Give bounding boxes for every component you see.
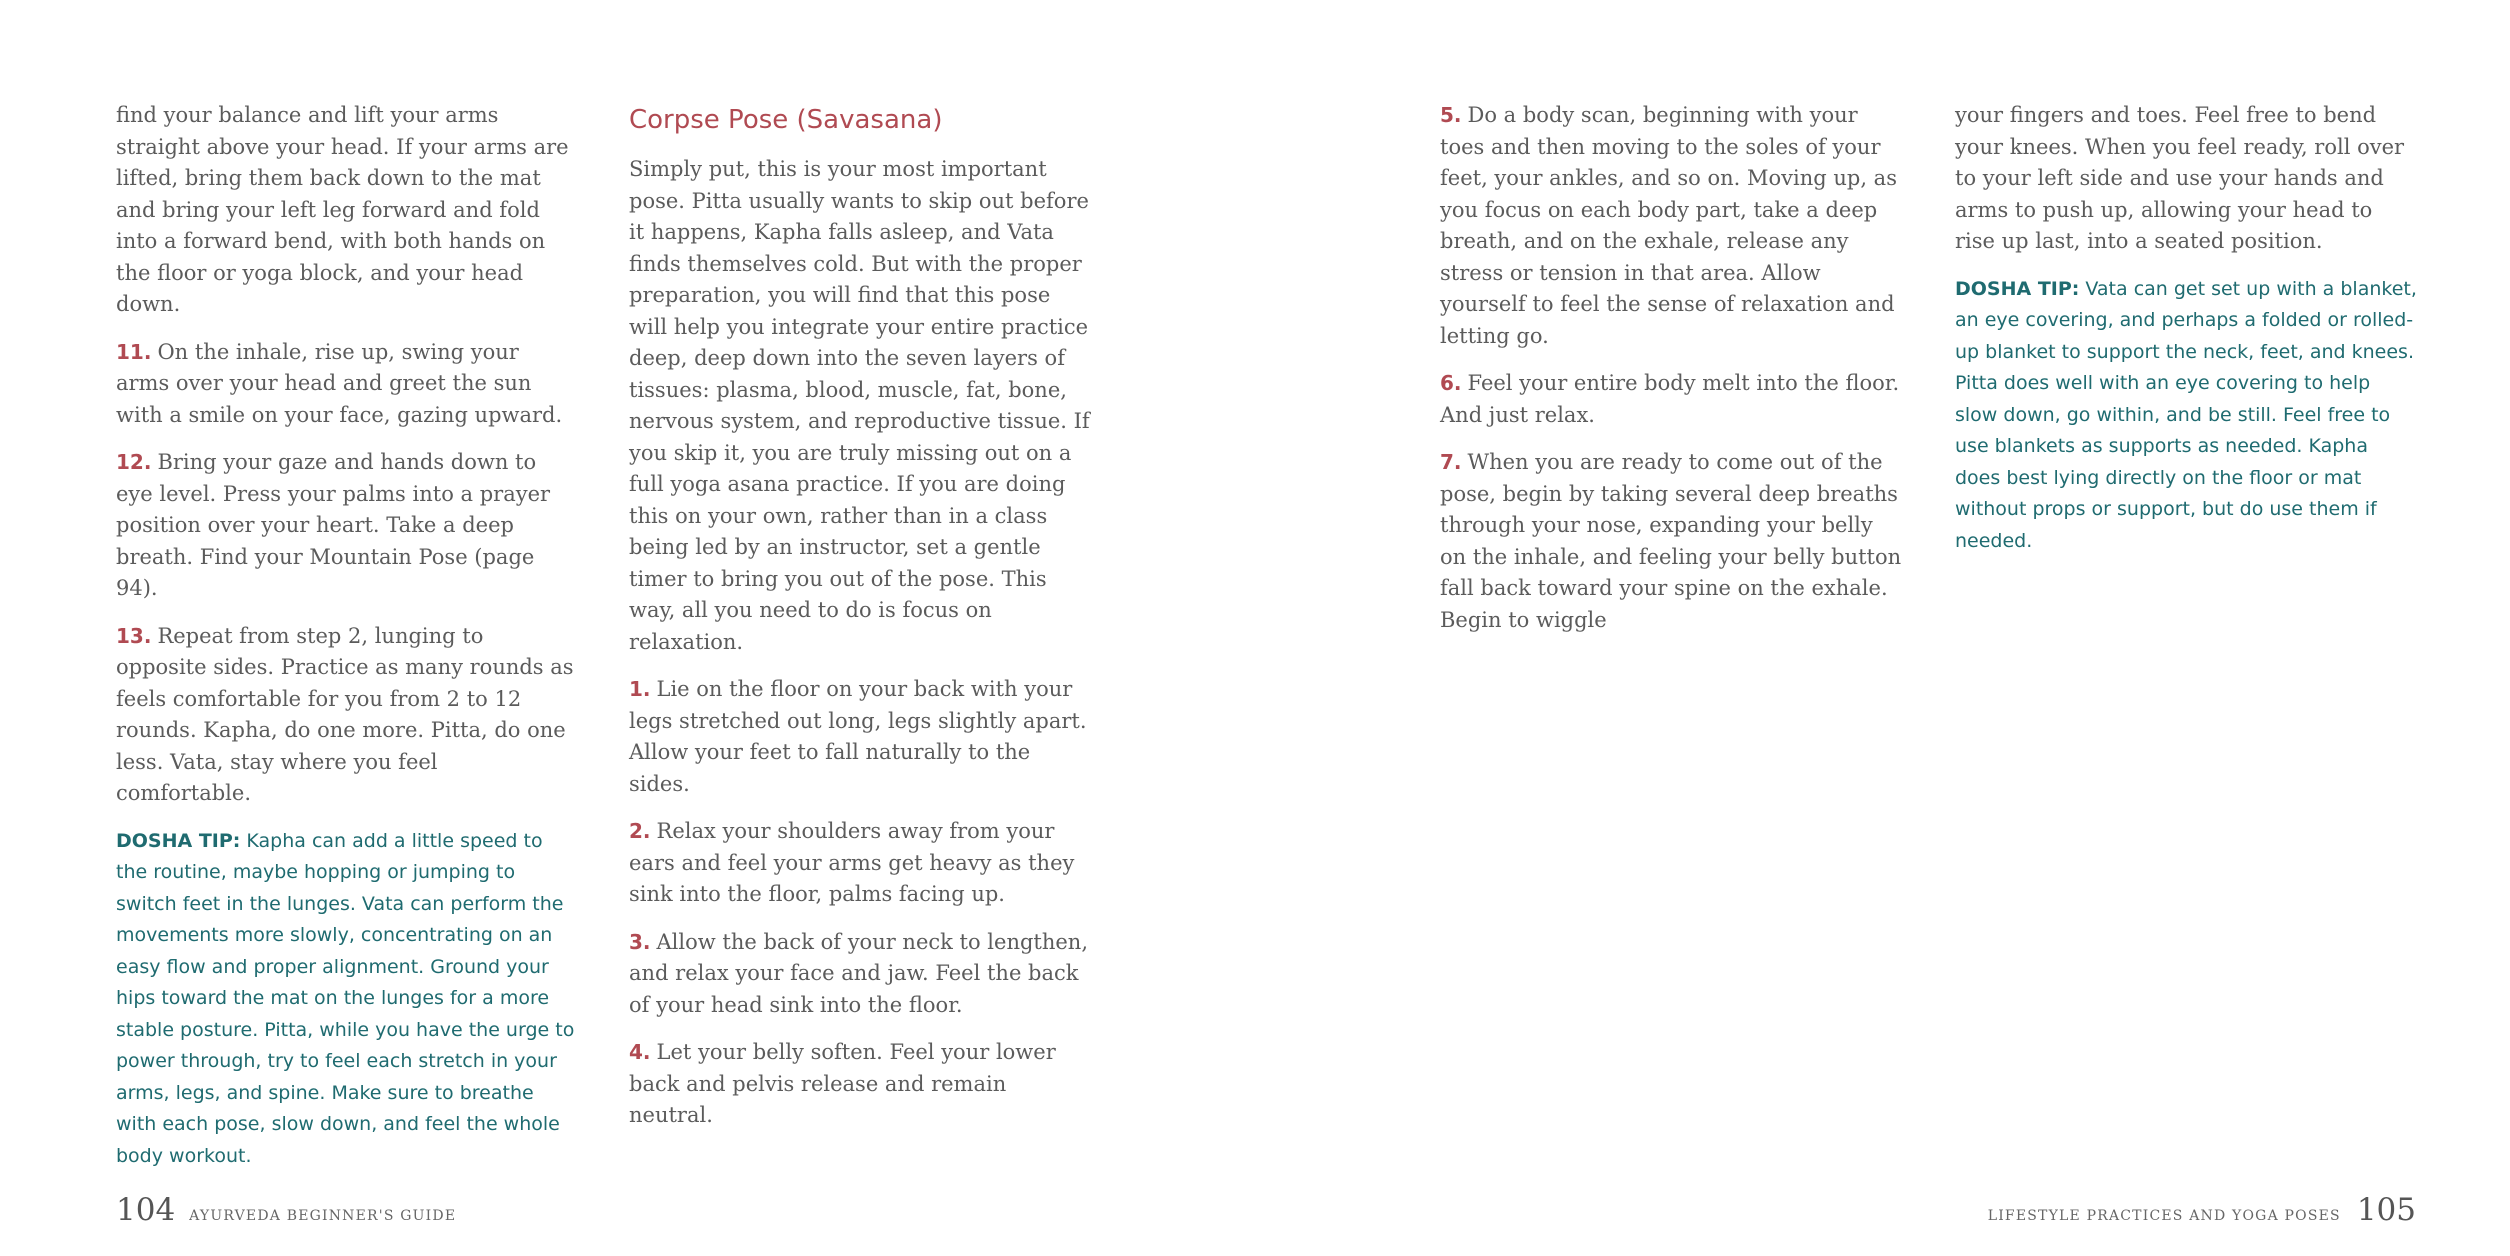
step-6 [1440,368,1902,431]
dosha-tip-text: Vata can get set up with a blanket, an eye covering, and perhaps a folded or rolled-up blanket to support the neck, feet, and knees. Pitta does well with an eye covering to help slow down, go within, and be still. Feel free to use blankets as supports as needed. Kapha does best lying directly on the floor or mat without props or support, but do use them if needed. [1955,277,2417,552]
dosha-tip [1955,274,2417,558]
step-number: 1. [629,677,651,701]
step-number: 2. [629,819,651,843]
step-13 [116,621,578,810]
section-heading: Corpse Pose (Savasana) [629,105,943,135]
running-head: AYURVEDA BEGINNER'S GUIDE [189,1208,457,1224]
step-11 [116,337,578,432]
right-page-column-1 [1440,100,1902,652]
step-text: Allow the back of your neck to lengthen, and relax your face and jaw. Feel the back of your head sink into the floor. [629,929,1089,1017]
continued-paragraph: your fingers and toes. Feel free to bend your knees. When you feel ready, roll over to your left side and use your hands and arms to push up, allowing your head to rise up last, into a seated position. [1955,103,2405,253]
right-page-footer [1988,1192,2416,1228]
left-page-column-2 [629,100,1091,1148]
step-text: Bring your gaze and hands down to eye level. Press your palms into a prayer position over your heart. Take a deep breath. Find your Mountain Pose (page 94). [116,450,551,600]
step-text: When you are ready to come out of the pose, begin by taking several deep breaths through your nose, expanding your belly on the inhale, and feeling your belly button fall back toward your spine on the exhale. Begin to wiggle [1440,450,1902,632]
dosha-tip-label: DOSHA TIP: [116,829,241,852]
step-12 [116,447,578,605]
dosha-tip-text: Kapha can add a little speed to the routine, maybe hopping or jumping to switch feet in the lunges. Vata can perform the movements more slowly, concentrating on an easy flow and proper alignment. Ground your hips toward the mat on the lunges for a more stable posture. Pitta, while you have the urge to power through, try to feel each stretch in your arms, legs, and spine. Make sure to breathe with each pose, slow down, and feel the whole body workout. [116,829,575,1167]
section-intro: Simply put, this is your most important pose. Pitta usually wants to skip out before it happens, Kapha falls asleep, and Vata finds themselves cold. But with the proper preparation, you will find that this pose will help you integrate your entire practice deep, deep down into the seven layers of tissues: plasma, blood, muscle, fat, bone, nervous system, and reproductive tissue. If you skip it, you are truly missing out on a full yoga asana practice. If you are doing this on your own, rather than in a class being led by an instructor, set a gentle timer to bring you out of the pose. This way, all you need to do is focus on relaxation. [629,157,1090,654]
step-text: Repeat from step 2, lunging to opposite sides. Practice as many rounds as feels comfortable for you from 2 to 12 rounds. Kapha, do one more. Pitta, do one less. Vata, stay where you feel comfortable. [116,623,574,805]
step-number: 3. [629,929,651,954]
step-5 [1440,100,1902,352]
step-number: 11. [116,339,152,364]
step-3 [629,927,1091,1022]
step-number: 4. [629,1040,651,1064]
step-2 [629,816,1091,911]
step-7 [1440,447,1902,636]
left-page-column-1 [116,100,578,1188]
step-text: On the inhale, rise up, swing your arms over your head and greet the sun with a smile on your face, gazing upward. [116,339,563,427]
dosha-tip-label: DOSHA TIP: [1955,277,2080,300]
step-1 [629,674,1091,800]
page-number: 105 [2356,1192,2416,1228]
step-number: 12. [116,450,152,474]
continued-paragraph: find your balance and lift your arms straight above your head. If your arms are lifted, bring them back down to the mat and bring your left leg forward and fold into a forward bend, with both hands on the floor or yoga block, and your head down. [116,103,569,316]
step-number: 5. [1440,103,1462,127]
step-text: Lie on the floor on your back with your legs stretched out long, legs slightly apart. Allow your feet to fall naturally to the sides. [629,677,1087,796]
step-text: Feel your entire body melt into the floor. And just relax. [1440,371,1900,427]
step-text: Relax your shoulders away from your ears and feel your arms get heavy as they sink into the floor, palms facing up. [629,819,1075,906]
step-number: 7. [1440,450,1462,474]
step-number: 13. [116,623,152,648]
page-number: 104 [116,1192,176,1228]
running-head: LIFESTYLE PRACTICES AND YOGA POSES [1987,1208,2341,1224]
step-number: 6. [1440,371,1462,395]
step-4 [629,1037,1091,1132]
left-page-footer [116,1192,456,1228]
step-text: Do a body scan, beginning with your toes and then moving to the soles of your feet, your ankles, and so on. Moving up, as you focus on each body part, take a deep breath, and on the exhale, release any stress or tension in that area. Allow yourself to feel the sense of relaxation and letting go. [1440,103,1897,348]
step-text: Let your belly soften. Feel your lower back and pelvis release and remain neutral. [629,1040,1056,1127]
dosha-tip [116,826,578,1173]
right-page-column-2 [1955,100,2417,573]
